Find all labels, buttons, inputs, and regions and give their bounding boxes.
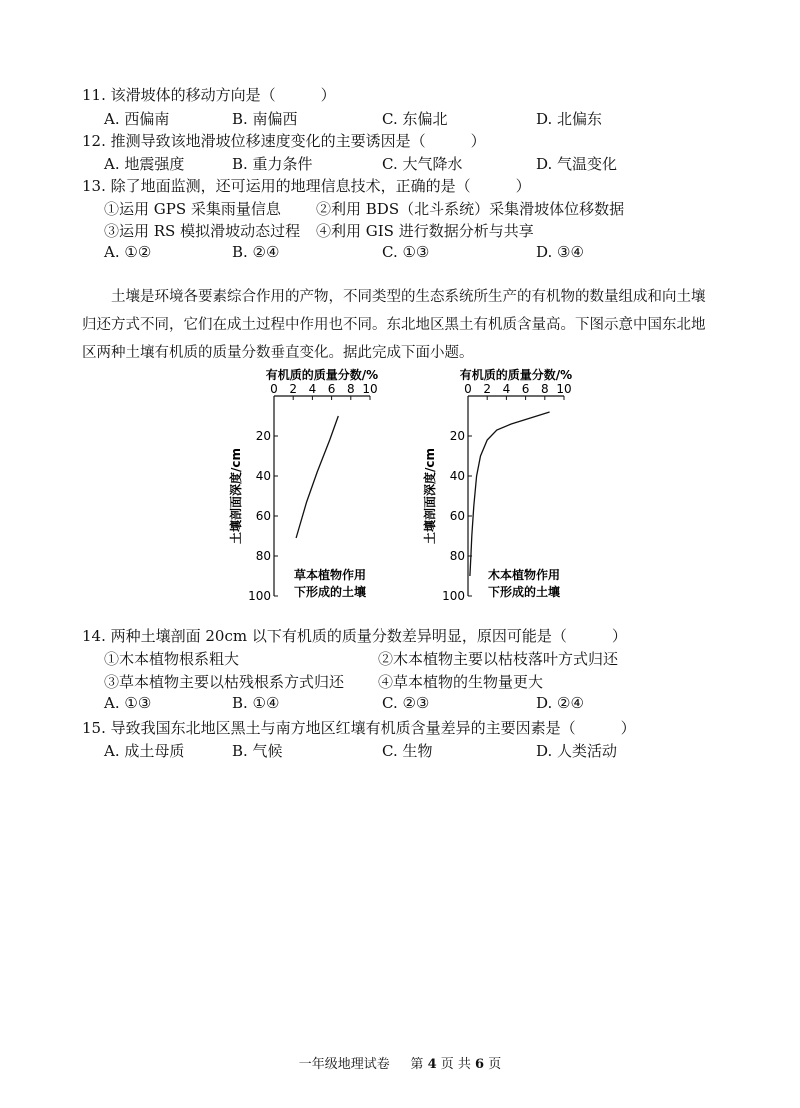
chart-woody-soil bbox=[420, 366, 580, 606]
series-line bbox=[296, 416, 338, 538]
chart-annotation: 草本植物作用 bbox=[293, 568, 367, 582]
series-line bbox=[470, 412, 550, 576]
y-tick-label: 100 bbox=[442, 589, 465, 603]
q13-option-b: B. ②④ bbox=[232, 243, 280, 261]
y-tick-label: 20 bbox=[449, 429, 465, 443]
x-axis-label: 有机质的质量分数/% bbox=[265, 368, 379, 382]
x-tick-label: 0 bbox=[270, 382, 278, 396]
question-14-stem: 14. 两种土壤剖面 20cm 以下有机质的质量分数差异明显，原因可能是（ ） bbox=[82, 627, 627, 645]
x-tick-label: 0 bbox=[464, 382, 472, 396]
q15-option-a: A. 成土母质 bbox=[104, 742, 185, 760]
chart-herbaceous-soil bbox=[226, 366, 386, 606]
chart-annotation: 下形成的土壤 bbox=[487, 585, 561, 599]
q14-item-1: ①木本植物根系粗大 bbox=[104, 650, 240, 668]
q15-option-c: C. 生物 bbox=[382, 742, 433, 760]
x-tick-label: 8 bbox=[346, 382, 355, 396]
y-axis-label: 土壤剖面深度/cm bbox=[423, 447, 437, 545]
q14-option-a: A. ①③ bbox=[104, 694, 152, 712]
y-tick-label: 40 bbox=[449, 469, 465, 483]
y-tick-label: 100 bbox=[248, 589, 271, 603]
question-13-stem: 13. 除了地面监测，还可运用的地理信息技术，正确的是（ ） bbox=[82, 177, 531, 195]
q11-option-d: D. 北偏东 bbox=[536, 110, 603, 128]
y-tick-label: 20 bbox=[255, 429, 271, 443]
footer-page-word: 第 bbox=[410, 1057, 424, 1072]
chart-annotation: 木本植物作用 bbox=[487, 568, 561, 582]
x-axis-label: 有机质的质量分数/% bbox=[459, 368, 573, 382]
y-tick-label: 60 bbox=[449, 509, 465, 523]
q14-item-4: ④草本植物的生物量更大 bbox=[378, 673, 544, 691]
x-tick-label: 6 bbox=[521, 382, 530, 396]
passage bbox=[82, 283, 718, 367]
y-tick-label: 80 bbox=[449, 549, 465, 563]
y-tick-label: 40 bbox=[255, 469, 271, 483]
q13-item-4: ④利用 GIS 进行数据分析与共享 bbox=[316, 222, 534, 240]
x-tick-label: 4 bbox=[502, 382, 511, 396]
q13-option-c: C. ①③ bbox=[382, 243, 430, 261]
q13-item-3: ③运用 RS 模拟滑坡动态过程 bbox=[104, 222, 301, 240]
page-footer bbox=[0, 1053, 800, 1072]
q15-option-b: B. 气候 bbox=[232, 742, 283, 760]
q12-option-d: D. 气温变化 bbox=[536, 155, 618, 173]
q14-option-b: B. ①④ bbox=[232, 694, 280, 712]
y-tick-label: 60 bbox=[255, 509, 271, 523]
q12-option-a: A. 地震强度 bbox=[104, 155, 185, 173]
y-tick-label: 80 bbox=[255, 549, 271, 563]
footer-total-pages: 6 bbox=[475, 1057, 485, 1072]
x-tick-label: 4 bbox=[308, 382, 317, 396]
q13-option-a: A. ①② bbox=[104, 243, 152, 261]
q13-item-2: ②利用 BDS（北斗系统）采集滑坡体位移数据 bbox=[316, 200, 625, 218]
footer-exam-name: 一年级地理试卷 bbox=[298, 1057, 390, 1072]
x-tick-label: 2 bbox=[289, 382, 298, 396]
q13-option-d: D. ③④ bbox=[536, 243, 584, 261]
question-11-stem: 11. 该滑坡体的移动方向是（ ） bbox=[82, 86, 336, 104]
passage-text: 土壤是环境各要素综合作用的产物，不同类型的生态系统所生产的有机物的数量组成和向土壤归还方式不同，它们在成土过程中作用也不同。东北地区黑土有机质含量高。下图示意中国东北地区两种土壤有机质的质量分数垂直变化。据此完成下面小题。 bbox=[82, 289, 706, 361]
footer-end-word: 页 bbox=[488, 1057, 502, 1072]
question-12-stem: 12. 推测导致该地滑坡位移速度变化的主要诱因是（ ） bbox=[82, 132, 486, 150]
x-tick-label: 10 bbox=[362, 382, 378, 396]
x-tick-label: 6 bbox=[327, 382, 336, 396]
question-15-stem: 15. 导致我国东北地区黑土与南方地区红壤有机质含量差异的主要因素是（ ） bbox=[82, 719, 636, 737]
q14-option-c: C. ②③ bbox=[382, 694, 430, 712]
x-tick-label: 10 bbox=[556, 382, 572, 396]
q13-item-1: ①运用 GPS 采集雨量信息 bbox=[104, 200, 281, 218]
q14-item-2: ②木本植物主要以枯枝落叶方式归还 bbox=[378, 650, 619, 668]
q11-option-a: A. 西偏南 bbox=[104, 110, 170, 128]
q12-option-b: B. 重力条件 bbox=[232, 155, 313, 173]
footer-of-word: 页 共 bbox=[440, 1057, 471, 1072]
q12-option-c: C. 大气降水 bbox=[382, 155, 463, 173]
q11-option-c: C. 东偏北 bbox=[382, 110, 448, 128]
chart-annotation: 下形成的土壤 bbox=[293, 585, 367, 599]
q14-item-3: ③草本植物主要以枯残根系方式归还 bbox=[104, 673, 345, 691]
y-axis-label: 土壤剖面深度/cm bbox=[229, 447, 243, 545]
x-tick-label: 8 bbox=[540, 382, 549, 396]
footer-page-number: 4 bbox=[427, 1057, 437, 1072]
q14-option-d: D. ②④ bbox=[536, 694, 584, 712]
q15-option-d: D. 人类活动 bbox=[536, 742, 618, 760]
q11-option-b: B. 南偏西 bbox=[232, 110, 298, 128]
x-tick-label: 2 bbox=[483, 382, 492, 396]
